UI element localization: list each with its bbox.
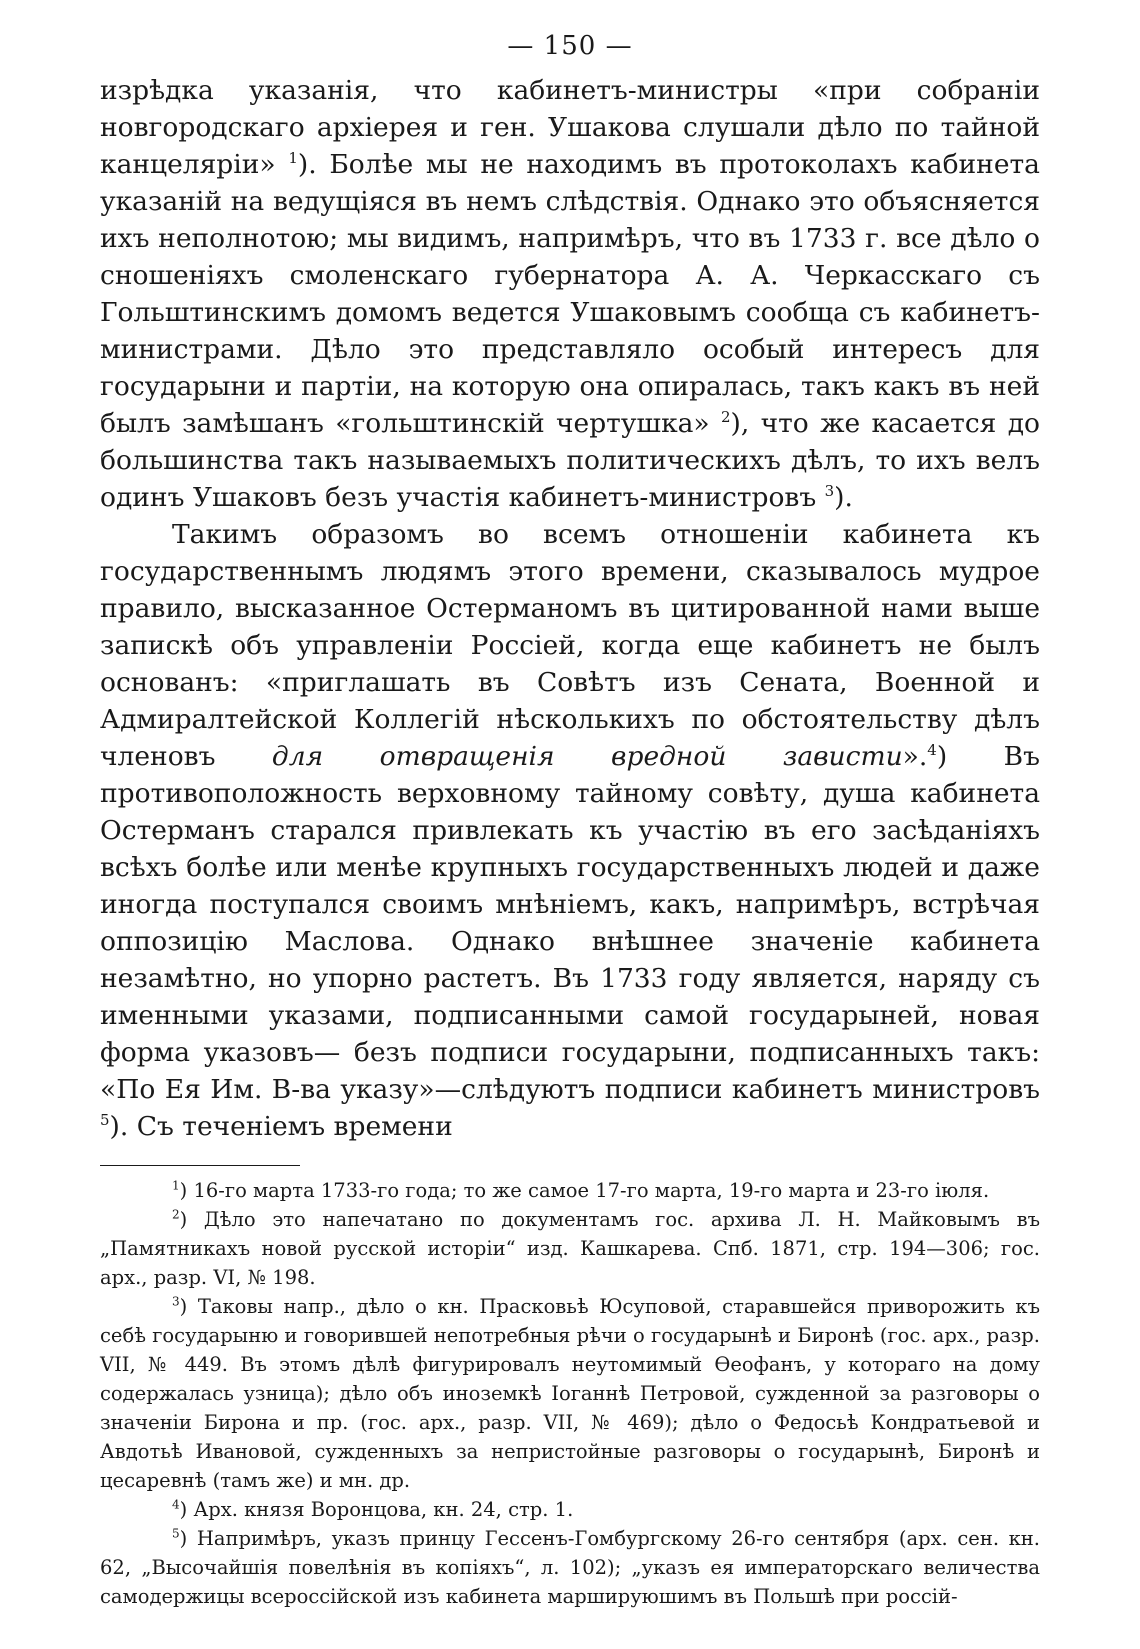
italic-quote: для отвращенія вредной зависти bbox=[271, 741, 903, 772]
paragraph-text: ). bbox=[834, 482, 853, 513]
footnote-ref-3: 3 bbox=[824, 482, 835, 501]
footnote-mark: 2 bbox=[172, 1207, 180, 1222]
document-page bbox=[100, 28, 1040, 1611]
paragraph-2 bbox=[100, 516, 1040, 1145]
footnote-divider bbox=[100, 1165, 300, 1166]
paragraph-text: ). Болѣе мы не находимъ въ протоколахъ кабинета указаній на ведущіяся въ немъ слѣдствія. Однако это объясняется ихъ неполнотою; мы видимъ, напримѣръ, что въ 1733 г. все дѣло о сношеніяхъ смоленскаго губернатора А. А. Черкасскаго съ Гольштинскимъ домомъ ведется Ушаковымъ сообща съ кабинетъ-министрами. Дѣло это представляло особый интересъ для государыни и партіи, на которую она опиралась, такъ какъ въ ней былъ замѣшанъ «гольштинскій чертушка» bbox=[100, 149, 1040, 439]
body-text bbox=[100, 72, 1040, 1145]
paragraph-text: изрѣдка указанія, что кабинетъ-министры «при собраніи новгородскаго архіерея и ген. Ушакова слушали дѣло по тайной канцеляріи» bbox=[100, 75, 1040, 180]
footnote-mark: 4 bbox=[172, 1497, 180, 1512]
footnote-text: ) Напримѣръ, указъ принцу Гессенъ-Гомбургскому 26-го сентября (арх. сен. кн. 62, „Высочайшія повелѣнія въ копіяхъ“, л. 102); „указъ ея императорскаго величества самодержицы всероссійской изъ кабинета маршируюшимъ въ Польшѣ при россій- bbox=[100, 1527, 1040, 1608]
paragraph-text: ). Съ теченіемъ времени bbox=[109, 1111, 453, 1142]
footnote-2 bbox=[100, 1205, 1040, 1292]
footnote-ref-2: 2 bbox=[720, 408, 731, 427]
paragraph-text: ), что же касается до большинства такъ называемыхъ политическихъ дѣлъ, то ихъ велъ одинъ Ушаковъ безъ участія кабинетъ-министровъ bbox=[100, 408, 1040, 513]
footnote-1 bbox=[100, 1176, 1040, 1205]
footnote-text: ) Таковы напр., дѣло о кн. Прасковьѣ Юсуповой, старавшейся приворожить къ себѣ государыню и говорившей непотребныя рѣчи о государынѣ и Биронѣ (гос. арх., разр. VII, № 449. Въ этомъ дѣлѣ фигурировалъ неутомимый Ѳеофанъ, у котораго на дому содержалась узница); дѣло объ иноземкѣ Іоганнѣ Петровой, сужденной за разговоры о значеніи Бирона и пр. (гос. арх., разр. VII, № 469); дѣло о Федосьѣ Кондратьевой и Авдотьѣ Ивановой, сужденныхъ за непристойные разговоры о государынѣ, Биронѣ и цесаревнѣ (тамъ же) и мн. др. bbox=[100, 1295, 1040, 1492]
footnote-text: ) Дѣло это напечатано по документамъ гос. архива Л. Н. Майковымъ въ „Памятникахъ новой русской исторіи“ изд. Кашкарева. Спб. 1871, стр. 194—306; гос. арх., разр. VI, № 198. bbox=[100, 1208, 1040, 1289]
paragraph-text: Такимъ образомъ во всемъ отношеніи кабинета къ государственнымъ людямъ этого времени, сказывалось мудрое правило, высказанное Остерманомъ въ цитированной нами выше запискѣ объ управленіи Россіей, когда еще кабинетъ не былъ основанъ: «приглашать въ Совѣтъ изъ Сената, Военной и Адмиралтейской Коллегій нѣсколькихъ по обстоятельству дѣлъ членовъ bbox=[100, 519, 1040, 772]
footnote-4 bbox=[100, 1495, 1040, 1524]
paragraph-1 bbox=[100, 72, 1040, 516]
page-number: — 150 — bbox=[507, 31, 633, 61]
footnote-mark: 1 bbox=[172, 1178, 180, 1193]
footnote-ref-4: 4 bbox=[927, 741, 937, 760]
footnote-5 bbox=[100, 1524, 1040, 1611]
footnote-text: ) Арх. князя Воронцова, кн. 24, стр. 1. bbox=[179, 1498, 574, 1521]
footnote-ref-5: 5 bbox=[100, 1111, 110, 1130]
paragraph-text: ». bbox=[902, 741, 928, 772]
footnote-mark: 5 bbox=[172, 1526, 180, 1541]
footnote-ref-1: 1 bbox=[288, 149, 298, 168]
paragraph-text: ) Въ противоположность верховному тайному совѣту, душа кабинета Остерманъ старался привлекать къ участію въ его засѣданіяхъ всѣхъ болѣе или менѣе крупныхъ государственныхъ людей и даже иногда поступался своимъ мнѣніемъ, какъ, напримѣръ, встрѣчая оппозицію Маслова. Однако внѣшнее значеніе кабинета незамѣтно, но упорно растетъ. Въ 1733 году является, наряду съ именными указами, подписанными самой государыней, новая форма указовъ— безъ подписи государыни, подписанныхъ такъ: «По Ея Им. В-ва указу»—слѣдуютъ подписи кабинетъ министровъ bbox=[100, 741, 1040, 1105]
footnote-3 bbox=[100, 1292, 1040, 1495]
footnote-text: ) 16-го марта 1733-го года; то же самое 17-го марта, 19-го марта и 23-го іюля. bbox=[179, 1179, 990, 1202]
footnote-mark: 3 bbox=[172, 1294, 180, 1309]
footnotes bbox=[100, 1176, 1040, 1611]
